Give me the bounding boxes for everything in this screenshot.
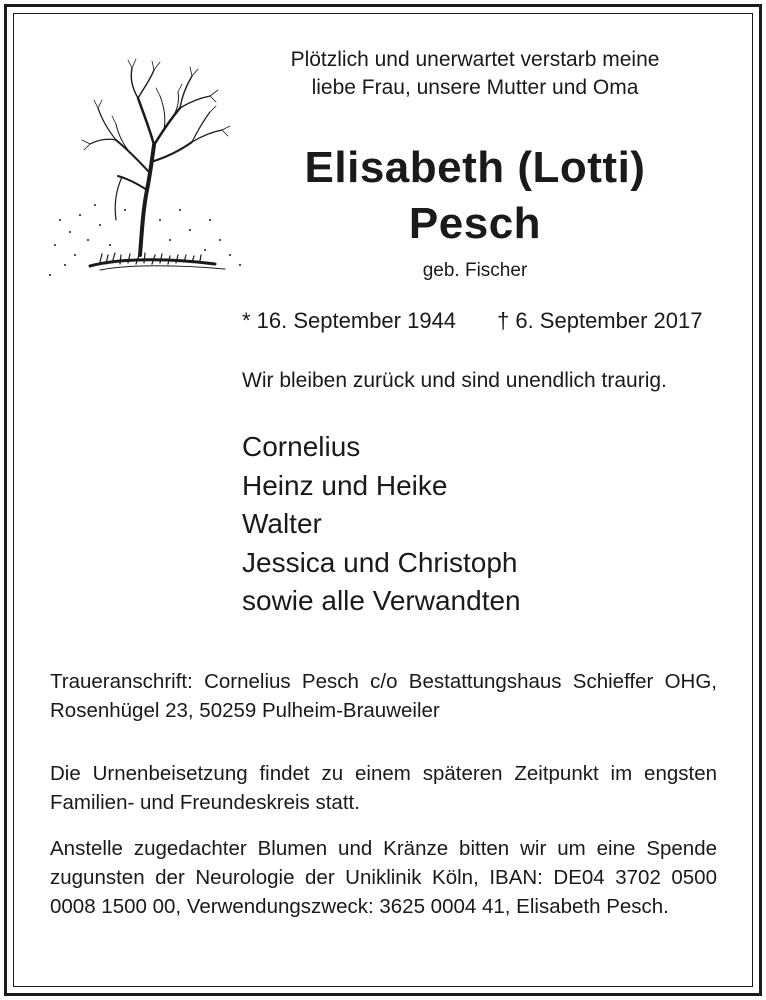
life-dates (242, 306, 722, 336)
deceased-name-line-1: Elisabeth (Lotti) (304, 143, 646, 192)
mourning-address: Traueranschrift: Cornelius Pesch c/o Bestattungshaus Schieffer OHG, Rosenhügel 23, 50259 Pulheim-Brauweiler (50, 670, 717, 722)
mourners-list (242, 428, 712, 621)
mourning-sentence: Wir bleiben zurück und sind unendlich traurig. (242, 369, 667, 392)
intro-line-2: liebe Frau, unsere Mutter und Oma (311, 76, 639, 99)
bare-tree-icon (40, 50, 250, 285)
mourner: sowie alle Verwandten (242, 585, 521, 616)
intro-text (240, 46, 710, 102)
deceased-name (240, 140, 710, 252)
mourner: Cornelius (242, 431, 361, 462)
mourner: Jessica und Christoph (242, 546, 518, 578)
burial-notice: Die Urnenbeisetzung findet zu einem späteren Zeitpunkt im engsten Familien- und Freundeskreis statt. (50, 762, 717, 814)
death-date: † 6. September 2017 (497, 308, 703, 333)
intro-line-1: Plötzlich und unerwartet verstarb meine (290, 48, 660, 71)
mourner: Heinz und Heike (242, 469, 448, 501)
mourner: Walter (242, 508, 322, 539)
deceased-name-line-2: Pesch (408, 199, 542, 248)
donation-request: Anstelle zugedachter Blumen und Kränze bitten wir um eine Spende zugunsten der Neurologie der Uniklinik Köln, IBAN: DE04 3702 0500 0008 1500 00, Verwendungszweck: 3625 0004 41, Elisabeth Pesch. (50, 837, 717, 918)
maiden-name: geb. Fischer (422, 260, 528, 281)
birth-date: * 16. September 1944 (242, 308, 457, 333)
